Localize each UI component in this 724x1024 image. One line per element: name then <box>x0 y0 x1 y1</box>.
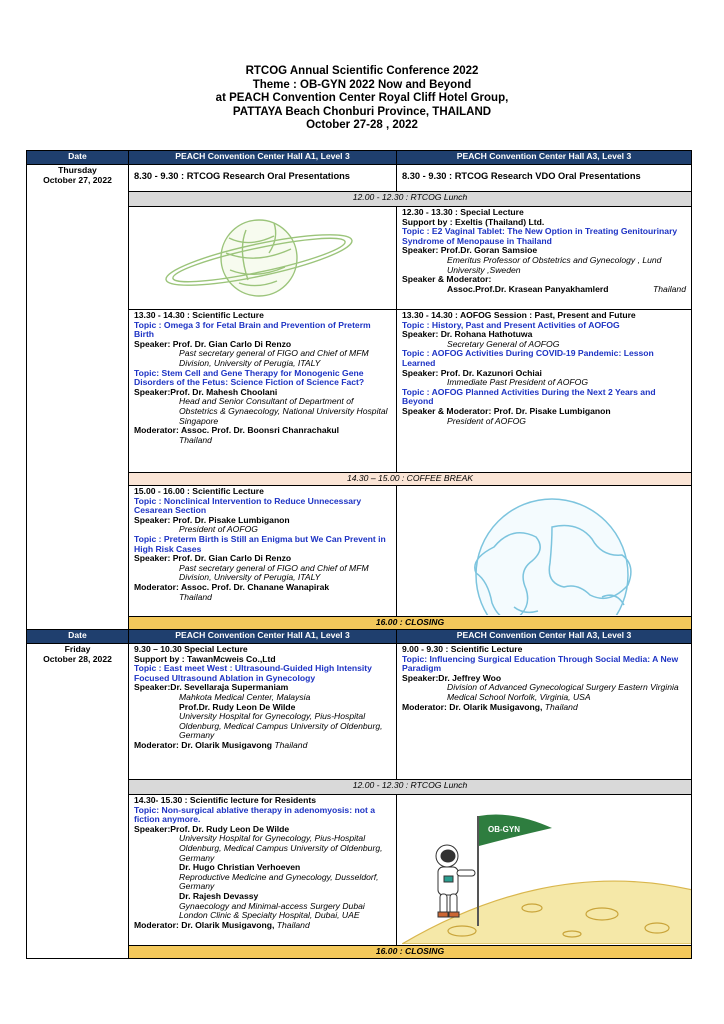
conference-title <box>0 65 724 133</box>
day1-date: October 27, 2022 <box>43 174 112 185</box>
planet-illustration-cell <box>129 207 397 310</box>
aofog-topic3: Topic : AOFOG Planned Activities During the Next 2 Years and Beyond <box>402 386 656 407</box>
header-hall-a3: PEACH Convention Center Hall A3, Level 3 <box>397 151 692 165</box>
closing-bar-day1: 16.00 : CLOSING <box>129 617 692 630</box>
d2-special-support: Support by : TawanMcweis Co.,Ltd <box>134 653 276 664</box>
title-line-2: Theme : OB-GYN 2022 Now and Beyond <box>252 78 472 91</box>
special-sm-label: Speaker & Moderator: <box>402 274 492 285</box>
d2-sci-mod-line <box>402 703 686 713</box>
d2-sci-speaker: Speaker:Dr. Jeffrey Woo <box>402 672 502 683</box>
aofog-speaker1: Speaker: Dr. Rohana Hathotuwa <box>402 329 533 340</box>
d2-sci-topic: Topic: Influencing Surgical Education Through Social Media: A New Paradigm <box>402 653 679 674</box>
res-mod-aff: Thailand <box>276 919 310 930</box>
table-row <box>27 165 692 192</box>
special-sm-aff: Thailand <box>653 283 686 294</box>
date-cell-day1 <box>27 165 129 630</box>
special-lecture-day1 <box>397 207 692 310</box>
sci-lecture-1-cell <box>129 310 397 473</box>
sci1-mod-aff: Thailand <box>179 434 212 445</box>
special-affiliation: Emeritus Professor of Obstetrics and Gynecology , Lund University ,Sweden <box>447 254 662 275</box>
sci1-speaker2: Speaker:Prof. Dr. Mahesh Choolani <box>134 386 278 397</box>
header-hall-a3-day2: PEACH Convention Center Hall A3, Level 3 <box>397 630 692 644</box>
res-speaker2: Dr. Hugo Christian Verhoeven <box>179 862 301 873</box>
sci1-topic1: Topic : Omega 3 for Fetal Brain and Prevention of Preterm Birth <box>134 319 371 340</box>
special-topic: Topic : E2 Vaginal Tablet: The New Option in Treating Genitourinary Syndrome of Menopause in Thailand <box>402 226 678 246</box>
res-aff3: Gynaecology and Minimal-access Surgery Dubai London Clinic & Specialty Hospital, Dubai, UAE <box>179 900 365 921</box>
sci2-topic2: Topic : Preterm Birth is Still an Enigma but We Can Prevent in High Risk Cases <box>134 533 386 554</box>
oral-a1: 8.30 - 9.30 : RTCOG Research Oral Presentations <box>134 171 350 181</box>
aofog-time: 13.30 - 14.30 : AOFOG Session : Past, Present and Future <box>402 310 636 320</box>
d2-sci-time: 9.00 - 9.30 : Scientific Lecture <box>402 644 523 654</box>
residents-lecture-cell <box>129 795 397 946</box>
sci1-aff1: Past secretary general of FIGO and Chief of MFM Division, University of Perugia, ITALY <box>179 348 369 368</box>
res-topic: Topic: Non-surgical ablative therapy in adenomyosis: not a fiction anymore. <box>134 804 375 825</box>
res-speaker1: Speaker:Prof. Dr. Rudy Leon De Wilde <box>134 823 290 834</box>
d2-special-time: 9.30 – 10.30 Special Lecture <box>134 644 248 654</box>
title-line-1: RTCOG Annual Scientific Conference 2022 <box>245 65 479 77</box>
special-sm-name: Assoc.Prof.Dr. Krasean Panyakhamlerd <box>447 283 609 294</box>
special-sm-line <box>402 285 686 295</box>
table-header-day1 <box>27 151 692 165</box>
sci1-aff2: Head and Senior Consultant of Department of Obstetrics & Gynaecology, National University Hospital Singapore <box>179 396 388 426</box>
res-time: 14.30- 15.30 : Scientific lecture for Residents <box>134 795 316 805</box>
lunch-bar-day2: 12.00 - 12.30 : RTCOG Lunch <box>129 780 692 795</box>
aofog-speaker2: Speaker: Prof. Dr. Kazunori Ochiai <box>402 367 542 378</box>
title-line-4: PATTAYA Beach Chonburi Province, THAILAND <box>232 105 492 118</box>
date-cell-day2 <box>27 644 129 959</box>
header-hall-a1-day2: PEACH Convention Center Hall A1, Level 3 <box>129 630 397 644</box>
lunch-bar-day1: 12.00 - 12.30 : RTCOG Lunch <box>129 192 692 207</box>
day2-weekday: Friday <box>64 644 91 654</box>
sci-lecture-a3-day2 <box>397 644 692 780</box>
astronaut-moon-icon <box>402 796 692 944</box>
aofog-aff2: Immediate Past President of AOFOG <box>447 377 589 388</box>
oral-a3-cell <box>397 165 692 192</box>
flag-text: OB-GYN <box>488 825 520 834</box>
aofog-topic1: Topic : History, Past and Present Activities of AOFOG <box>402 319 620 330</box>
d2-special-topic: Topic : East meet West : Ultrasound-Guided High Intensity Focused Ultrasound Ablation in Gynecology <box>134 663 372 683</box>
table-header-day2 <box>27 630 692 644</box>
astronaut-illustration-cell <box>397 795 692 946</box>
aofog-session-cell <box>397 310 692 473</box>
res-speaker3: Dr. Rajesh Devassy <box>179 890 259 901</box>
header-hall-a1: PEACH Convention Center Hall A1, Level 3 <box>129 151 397 165</box>
sci2-aff1: President of AOFOG <box>179 524 258 535</box>
sci1-time: 13.30 - 14.30 : Scientific Lecture <box>134 310 264 320</box>
d2-special-aff1: Mahkota Medical Center, Malaysia <box>179 691 311 702</box>
table-row <box>27 644 692 780</box>
globe-icon <box>402 487 692 615</box>
d2-special-speaker2: Prof.Dr. Rudy Leon De Wilde <box>179 701 296 712</box>
flag-year: 2022 <box>520 838 532 844</box>
title-line-3: at PEACH Convention Center Royal Cliff Hotel Group, <box>215 92 509 104</box>
earth-illustration-cell <box>397 486 692 617</box>
aofog-aff1: Secretary General of AOFOG <box>447 338 560 349</box>
special-support: Support by : Exeltis (Thailand) Ltd. <box>402 216 545 227</box>
sci2-moderator: Moderator: Assoc. Prof. Dr. Chanane Wanapirak <box>134 581 330 592</box>
sci2-speaker2: Speaker: Prof. Dr. Gian Carlo Di Renzo <box>134 553 292 564</box>
closing-bar-day2: 16.00 : CLOSING <box>129 946 692 959</box>
special-lecture-day2 <box>129 644 397 780</box>
day1-weekday: Thursday <box>58 165 97 175</box>
aofog-sm: Speaker & Moderator: Prof. Dr. Pisake Lumbiganon <box>402 405 611 416</box>
schedule-table <box>26 150 692 959</box>
title-line-5: October 27-28 , 2022 <box>306 119 418 131</box>
aofog-sm-aff: President of AOFOG <box>447 415 526 426</box>
res-aff2: Reproductive Medicine and Gynecology, Dusseldorf, Germany <box>179 871 379 892</box>
sci2-mod-aff: Thailand <box>179 591 212 602</box>
special-time: 12.30 - 13.30 : Special Lecture <box>402 207 524 217</box>
d2-sci-mod-aff: Thailand <box>544 701 578 712</box>
sci1-topic2: Topic: Stem Cell and Gene Therapy for Monogenic Gene Disorders of the Fetus: Science Fiction of Science Fact? <box>134 367 365 388</box>
d2-special-speaker1: Speaker:Dr. Sevellaraja Supermaniam <box>134 682 289 693</box>
res-mod-line <box>134 921 391 931</box>
sci2-topic1: Topic : Nonclinical Intervention to Reduce Unnecessary Cesarean Section <box>134 495 362 516</box>
special-speaker: Speaker: Prof.Dr. Goran Samsioe <box>402 245 538 256</box>
header-date: Date <box>27 151 129 165</box>
d2-special-mod-line <box>134 741 391 751</box>
d2-sci-moderator: Moderator: Dr. Olarik Musigavong, <box>402 701 543 712</box>
oral-a3: 8.30 - 9.30 : RTCOG Research VDO Oral Presentations <box>402 171 641 181</box>
res-moderator: Moderator: Dr. Olarik Musigavong, <box>134 919 275 930</box>
sci1-moderator: Moderator: Assoc. Prof. Dr. Boonsri Chanrachakul <box>134 425 340 436</box>
sci1-speaker1: Speaker: Prof. Dr. Gian Carlo Di Renzo <box>134 338 292 349</box>
d2-special-aff2: University Hospital for Gynecology, Pius-Hospital Oldenburg, Medical Campus University of Oldenburg, Germany <box>179 711 383 741</box>
sci2-aff2: Past secretary general of FIGO and Chief of MFM Division, University of Perugia, ITALY <box>179 562 369 583</box>
day2-date: October 28, 2022 <box>43 653 112 664</box>
sci2-time: 15.00 - 16.00 : Scientific Lecture <box>134 486 264 496</box>
coffee-break-bar: 14.30 – 15.00 : COFFEE BREAK <box>129 473 692 486</box>
oral-a1-cell <box>129 165 397 192</box>
header-date-day2: Date <box>27 630 129 644</box>
d2-special-mod-aff: Thailand <box>274 739 308 750</box>
d2-special-moderator: Moderator: Dr. Olarik Musigavong <box>134 739 272 750</box>
d2-sci-aff: Division of Advanced Gynecological Surgery Eastern Virginia Medical School Norfolk, Virginia, USA <box>447 682 679 702</box>
sci2-speaker1: Speaker: Prof. Dr. Pisake Lumbiganon <box>134 514 290 525</box>
planet-icon <box>134 208 397 308</box>
sci-lecture-2-cell <box>129 486 397 617</box>
aofog-topic2: Topic : AOFOG Activities During COVID-19 Pandemic: Lesson Learned <box>402 348 654 368</box>
res-aff1: University Hospital for Gynecology, Pius-Hospital Oldenburg, Medical Campus University of Oldenburg, Germany <box>179 833 383 863</box>
